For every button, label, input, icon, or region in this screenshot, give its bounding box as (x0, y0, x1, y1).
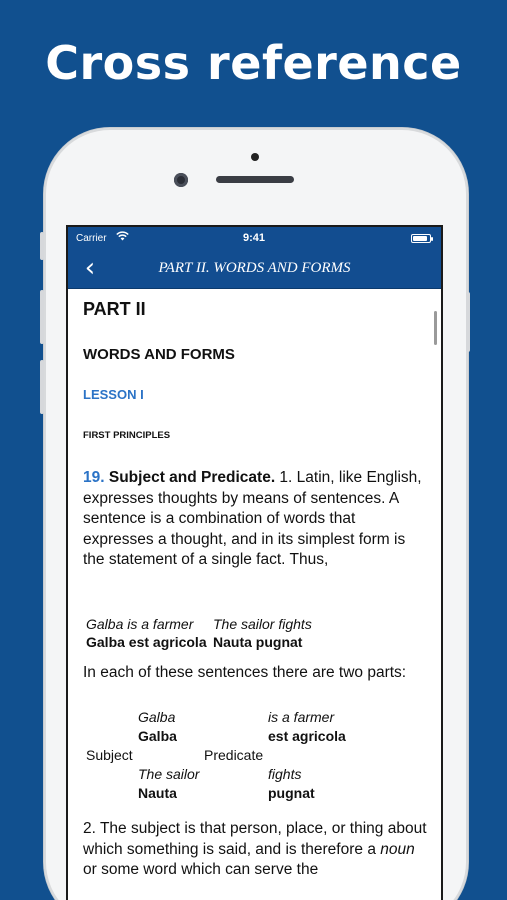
power-button (466, 292, 470, 352)
clock: 9:41 (243, 232, 266, 244)
paragraph-text: 1. Latin, like English, expresses thoughts by means of sentences. A sentence is a combination of words that expresses a thought, and in its simplest form is the statement of a single fact. Thus, (83, 469, 422, 568)
wifi-icon (116, 231, 129, 244)
example-english-2: The sailor fights (213, 616, 312, 632)
nav-title: PART II. WORDS AND FORMS (158, 260, 351, 276)
back-button[interactable] (78, 254, 102, 284)
label-subject: Subject (86, 747, 133, 763)
part-heading: PART II (83, 299, 146, 319)
subsection-heading: FIRST PRINCIPLES (83, 430, 171, 441)
paragraph-two-parts: In each of these sentences there are two parts: (83, 664, 407, 681)
table-english-predicate-1: is a farmer (268, 709, 335, 725)
label-predicate: Predicate (204, 747, 264, 763)
section-heading: WORDS AND FORMS (83, 346, 235, 363)
lesson-link[interactable]: LESSON I (83, 387, 144, 402)
proximity-sensor (251, 153, 259, 161)
table-latin-predicate-2: pugnat (268, 785, 315, 801)
phone-screen (66, 225, 443, 900)
carrier-label: Carrier (76, 233, 107, 244)
table-latin-subject-2: Nauta (138, 785, 177, 801)
example-english-1: Galba is a farmer (86, 616, 194, 632)
chevron-left-icon: ‹ (84, 253, 96, 283)
table-english-predicate-2: fights (268, 766, 302, 782)
italic-term: noun (380, 840, 415, 858)
example-latin-2: Nauta pugnat (213, 634, 303, 650)
paragraph-text: or some word which can serve the (83, 861, 319, 878)
table-english-subject-2: The sailor (138, 766, 200, 782)
headline: Cross reference (45, 36, 462, 90)
mute-switch (40, 232, 44, 260)
table-english-subject-1: Galba (138, 709, 176, 725)
front-camera (174, 173, 188, 187)
volume-up-button (40, 290, 44, 344)
paragraph-heading: Subject and Predicate. (108, 469, 276, 486)
battery-fill (413, 236, 427, 241)
table-latin-subject-1: Galba (138, 728, 177, 744)
navigation-bar (68, 249, 441, 289)
status-bar (68, 227, 441, 249)
cross-reference-link[interactable]: 19. (83, 469, 105, 486)
paragraph-text: 2. The subject is that person, place, or thing about which something is said, and is therefore a (83, 820, 427, 858)
example-latin-1: Galba est agricola (86, 634, 207, 650)
scrollbar[interactable] (434, 311, 437, 345)
earpiece-speaker (216, 176, 294, 183)
paragraph-19 (83, 468, 428, 571)
battery-icon (411, 234, 431, 243)
table-latin-predicate-1: est agricola (268, 728, 346, 744)
volume-down-button (40, 360, 44, 414)
paragraph-subject-definition (83, 819, 428, 881)
